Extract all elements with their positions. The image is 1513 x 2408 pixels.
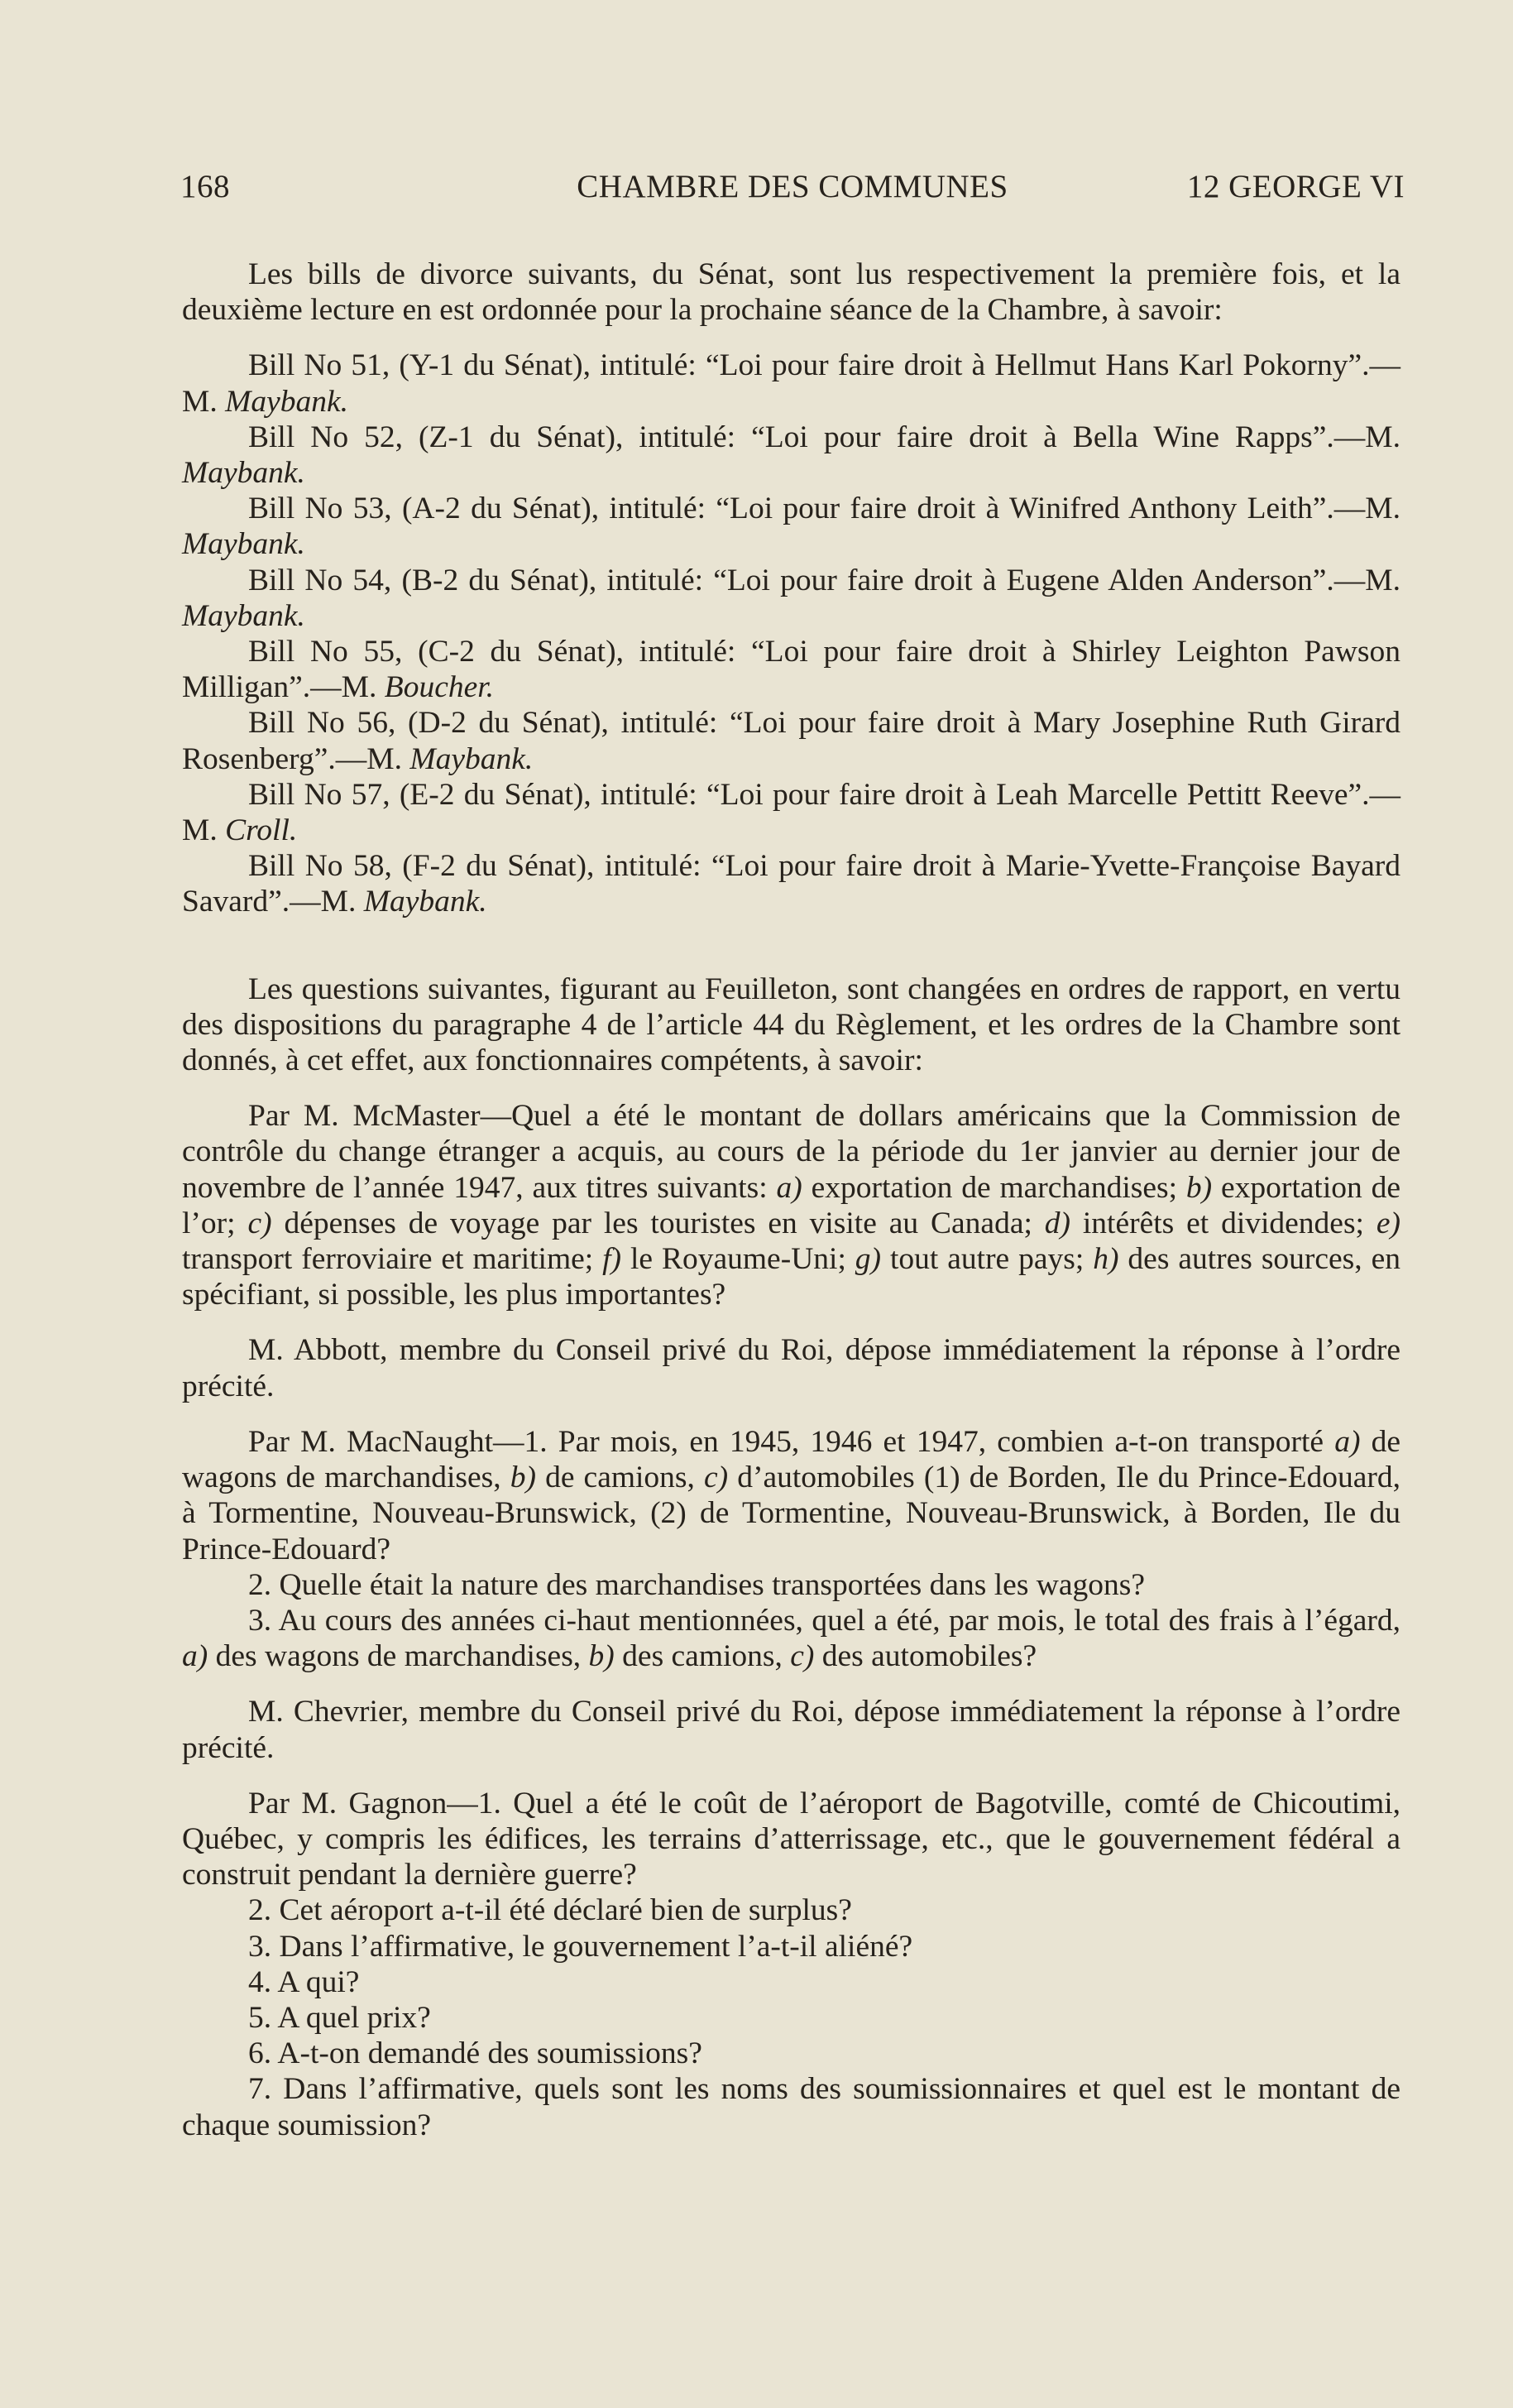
bill-text: Bill No 55, (C-2 du Sénat), intitulé: “Loi pour faire droit à Shirley Leighton Pawson Milligan”.—M. (182, 635, 1400, 705)
spacer (182, 1078, 1400, 1098)
questions-intro: Les questions suivantes, figurant au Feuilleton, sont changées en ordres de rapport, en vertu des dispositions du paragraphe 4 de l’article 44 du Règlement, et les ordres de la Chambre sont donnés, à cet effet, aux fonctionnaires compétents, à savoir: (182, 971, 1400, 1078)
bill-sponsor: Maybank. (363, 885, 487, 919)
bill-entry-54 (182, 563, 1400, 634)
bill-entry-55 (182, 634, 1400, 705)
bill-text: Bill No 53, (A-2 du Sénat), intitulé: “Loi pour faire droit à Winifred Anthony Leith”.—M. (248, 492, 1400, 526)
question-gagnon: Par M. Gagnon—1. Quel a été le coût de l’aéroport de Bagotville, comté de Chicoutimi, Québec, y compris les édifices, les terrains d’atterrissage, etc., que le gouvernement fédéral a construit pendant la dernière guerre? (182, 1786, 1400, 1892)
question-text: Par M. McMaster—Quel a été le montant de dollars américains que la Commission de contrôle du change étranger a acquis, au cours de la période du 1er janvier au dernier jour de novembre de l’année 1947, aux titres suivants: (182, 1099, 1400, 1205)
list-letter: a) (776, 1170, 802, 1205)
question-text: le Royaume-Uni; (621, 1242, 855, 1277)
bill-sponsor: Maybank. (182, 598, 305, 633)
question-text: des automobiles? (814, 1639, 1037, 1674)
list-letter: h) (1093, 1242, 1119, 1277)
question-text: 3. Au cours des années ci-haut mentionnées, quel a été, par mois, le total des frais à l’égard, (248, 1603, 1400, 1638)
list-letter: b) (1185, 1170, 1213, 1205)
question-text: de wagons de marchandises, (182, 1424, 1400, 1495)
bill-entry-58 (182, 848, 1400, 919)
list-letter: e) (1376, 1206, 1400, 1240)
bill-text: Bill No 56, (D-2 du Sénat), intitulé: “Loi pour faire droit à Mary Josephine Ruth Girard Rosenberg”.—M. (182, 706, 1400, 776)
question-text: dépenses de voyage par les touristes en visite au Canada; (271, 1206, 1045, 1240)
question-gagnon-5: 5. A quel prix? (248, 2000, 431, 2035)
bill-sponsor: Maybank. (225, 384, 348, 419)
question-text: tout autre pays; (881, 1242, 1094, 1277)
question-gagnon-6: 6. A-t-on demandé des soumissions? (248, 2036, 702, 2071)
list-letter: d) (1044, 1206, 1071, 1240)
question-macnaught-3 (182, 1603, 1400, 1674)
bill-sponsor: Maybank. (409, 741, 534, 776)
question-mcmaster (182, 1098, 1400, 1312)
bill-sponsor: Croll. (225, 813, 298, 848)
bill-entry-53 (182, 491, 1400, 562)
bill-entry-56 (182, 705, 1400, 776)
bill-entry-57 (182, 777, 1400, 848)
page-number: 168 (180, 169, 230, 204)
question-macnaught-2: 2. Quelle était la nature des marchandises transportées dans les wagons? (248, 1567, 1146, 1602)
bill-text: Bill No 57, (E-2 du Sénat), intitulé: “Loi pour faire droit à Leah Marcelle Pettitt Reeve”.—M. (182, 777, 1400, 848)
question-text: transport ferroviaire et maritime; (182, 1242, 603, 1277)
list-letter: f) (602, 1242, 622, 1277)
question-gagnon-2: 2. Cet aéroport a-t-il été déclaré bien de surplus? (248, 1893, 852, 1928)
question-text: intérêts et dividendes; (1070, 1206, 1377, 1240)
bill-text: Bill No 54, (B-2 du Sénat), intitulé: “Loi pour faire droit à Eugene Alden Anderson”.—M. (248, 563, 1400, 597)
list-letter: c) (790, 1639, 815, 1674)
question-text: Par M. MacNaught—1. Par mois, en 1945, 1946 et 1947, combien a-t-on transporté (248, 1424, 1324, 1459)
spacer (182, 1766, 1400, 1786)
session-label: 12 GEORGE VI (1186, 169, 1405, 204)
answer-abbott: M. Abbott, membre du Conseil privé du Roi, dépose immédiatement la réponse à l’ordre précité. (182, 1333, 1400, 1403)
question-macnaught (182, 1424, 1400, 1567)
list-letter: b) (510, 1461, 536, 1495)
bill-sponsor: Maybank. (182, 527, 305, 562)
page-title: CHAMBRE DES COMMUNES (577, 169, 1008, 204)
question-gagnon-4: 4. A qui? (248, 1964, 360, 1999)
spacer (182, 1312, 1400, 1332)
question-text: de camions, (535, 1461, 704, 1495)
list-letter: c) (247, 1206, 272, 1240)
divorce-bills-intro: Les bills de divorce suivants, du Sénat, sont lus respectivement la première fois, et la deuxième lecture en est ordonnée pour la prochaine séance de la Chambre, à savoir: (182, 257, 1400, 328)
page-body (182, 257, 1400, 2143)
question-text: exportation de marchandises; (802, 1170, 1186, 1205)
spacer (182, 328, 1400, 348)
list-letter: a) (182, 1639, 208, 1674)
bill-text: Bill No 52, (Z-1 du Sénat), intitulé: “Loi pour faire droit à Bella Wine Rapps”.—M. (248, 420, 1400, 454)
bill-entry-51 (182, 348, 1400, 419)
bill-text: Bill No 51, (Y-1 du Sénat), intitulé: “Loi pour faire droit à Hellmut Hans Karl Pokorny”.—M. (182, 348, 1400, 419)
spacer (182, 1674, 1400, 1694)
bill-sponsor: Boucher. (384, 670, 495, 705)
answer-chevrier: M. Chevrier, membre du Conseil privé du Roi, dépose immédiatement la réponse à l’ordre précité. (182, 1695, 1400, 1765)
question-text: des autres sources, en spécifiant, si possible, les plus importantes? (182, 1242, 1400, 1312)
list-letter: a) (1334, 1424, 1361, 1459)
list-letter: b) (588, 1639, 615, 1674)
spacer (182, 1404, 1400, 1424)
bill-entry-52 (182, 420, 1400, 491)
section-spacer (182, 920, 1400, 971)
question-text: des camions, (614, 1639, 791, 1674)
question-text: exportation de l’or; (182, 1170, 1400, 1240)
question-gagnon-3: 3. Dans l’affirmative, le gouvernement l’a-t-il aliéné? (248, 1929, 913, 1964)
question-text: des wagons de marchandises, (208, 1639, 589, 1674)
question-gagnon-7: 7. Dans l’affirmative, quels sont les noms des soumissionnaires et quel est le montant de chaque soumission? (182, 2072, 1400, 2142)
list-letter: g) (855, 1242, 882, 1277)
question-text: d’automobiles (1) de Borden, Ile du Prince-Edouard, à Tormentine, Nouveau-Brunswick, (2) de Tormentine, Nouveau-Brunswick, à Borden, Ile du Prince-Edouard? (182, 1461, 1400, 1566)
bill-text: Bill No 58, (F-2 du Sénat), intitulé: “Loi pour faire droit à Marie-Yvette-Françoise Bayard Savard”.—M. (182, 849, 1400, 919)
bill-sponsor: Maybank. (182, 456, 305, 491)
list-letter: c) (704, 1461, 729, 1495)
